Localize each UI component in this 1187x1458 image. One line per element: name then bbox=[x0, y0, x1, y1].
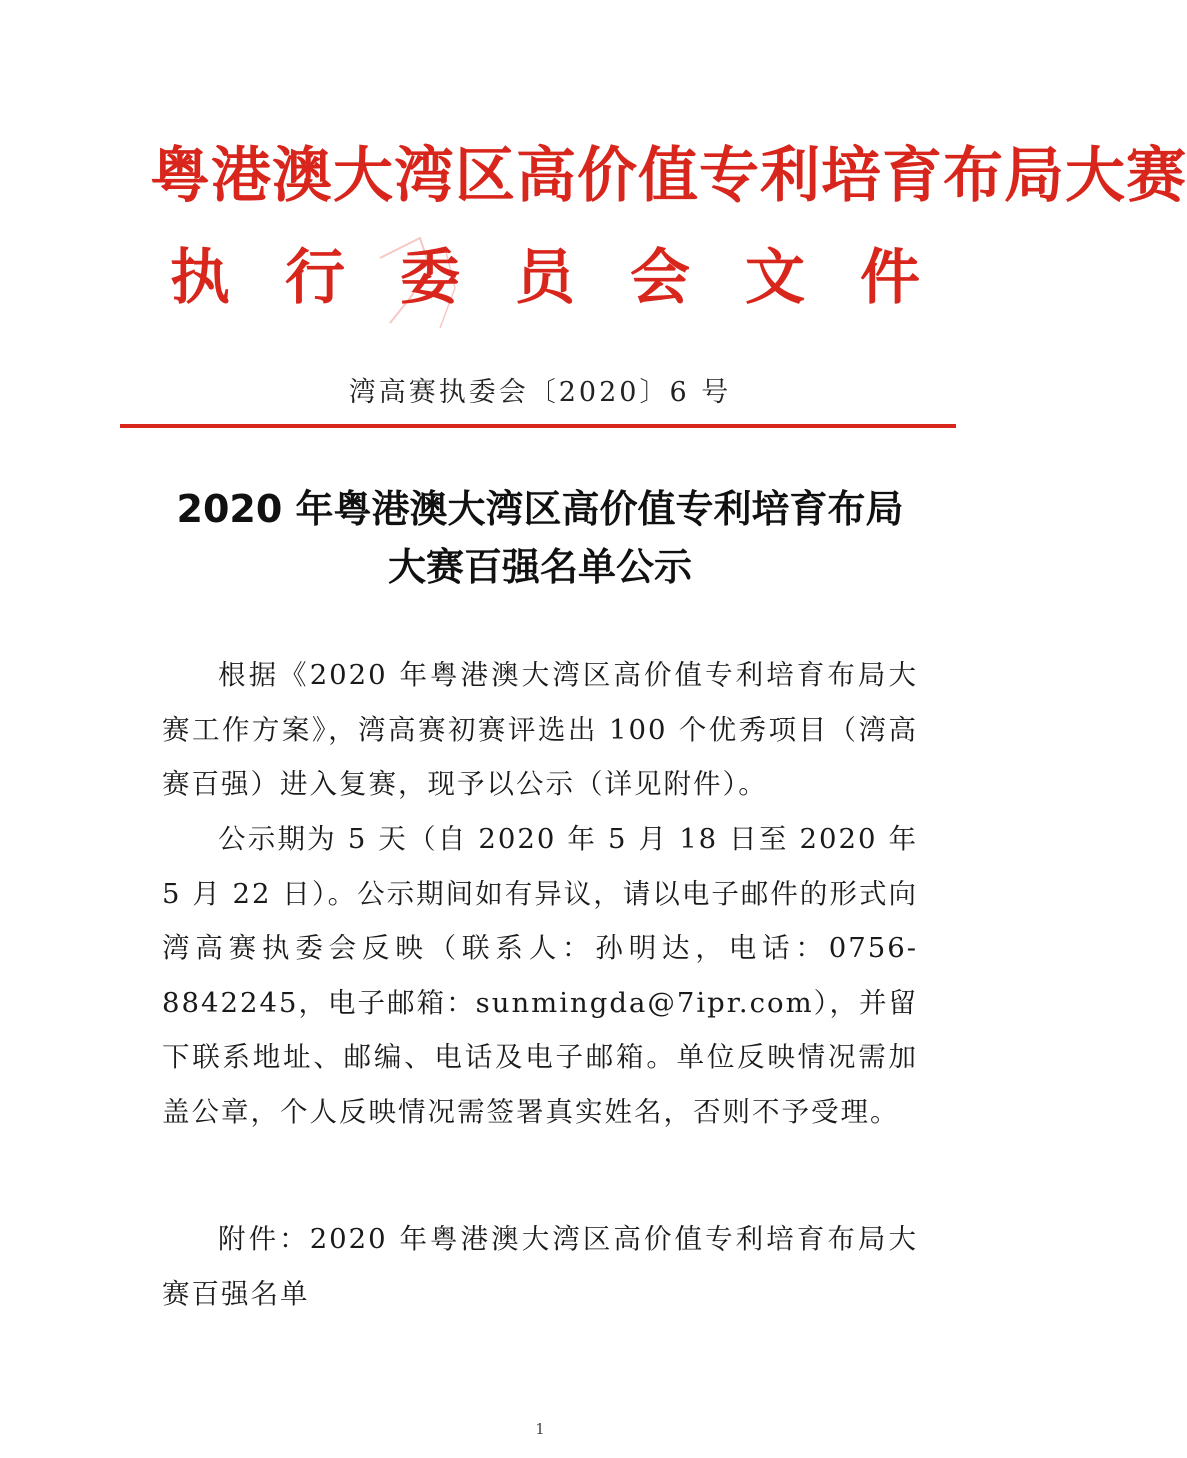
notice-title-line2: 大赛百强名单公示 bbox=[387, 545, 692, 589]
body-paragraph-1: 根据《2020 年粤港澳大湾区高价值专利培育布局大赛工作方案》，湾高赛初赛评选出 100 个优秀项目（湾高赛百强）进入复赛，现予以公示（详见附件）。 bbox=[162, 659, 918, 800]
page-number: 1 bbox=[535, 1420, 545, 1438]
header-char: 委 bbox=[400, 243, 460, 313]
body-paragraph-2: 公示期为 5 天（自 2020 年 5 月 18 日至 2020 年 5 月 22 日）。公示期间如有异议，请以电子邮件的形式向湾高赛执委会反映（联系人：孙明达，电话：0756-8842245，电子邮箱：sunmingda@7ipr.com），并留下联系地址、邮编、电话及电子邮箱。单位反映情况需加盖公章，个人反映情况需签署真实姓名，否则不予受理。 bbox=[162, 823, 918, 1128]
header-char: 会 bbox=[630, 243, 690, 313]
red-divider-line bbox=[120, 424, 956, 428]
document-number: 湾高赛执委会〔2020〕6 号 bbox=[348, 377, 732, 408]
attachment-note: 附件：2020 年粤港澳大湾区高价值专利培育布局大赛百强名单 bbox=[162, 1223, 918, 1310]
header-title-line2 bbox=[150, 240, 940, 316]
faint-stamp-mark bbox=[360, 228, 480, 338]
header-title-line1: 粤港澳大湾区高价值专利培育布局大赛 bbox=[150, 141, 1187, 211]
notice-title-line1: 2020 年粤港澳大湾区高价值专利培育布局 bbox=[176, 487, 904, 531]
header-char: 行 bbox=[285, 243, 345, 313]
header-char: 执 bbox=[170, 243, 230, 313]
header-char: 文 bbox=[745, 243, 805, 313]
header-char: 员 bbox=[515, 243, 575, 313]
notice-title bbox=[0, 480, 1080, 596]
header-char: 件 bbox=[860, 243, 920, 313]
